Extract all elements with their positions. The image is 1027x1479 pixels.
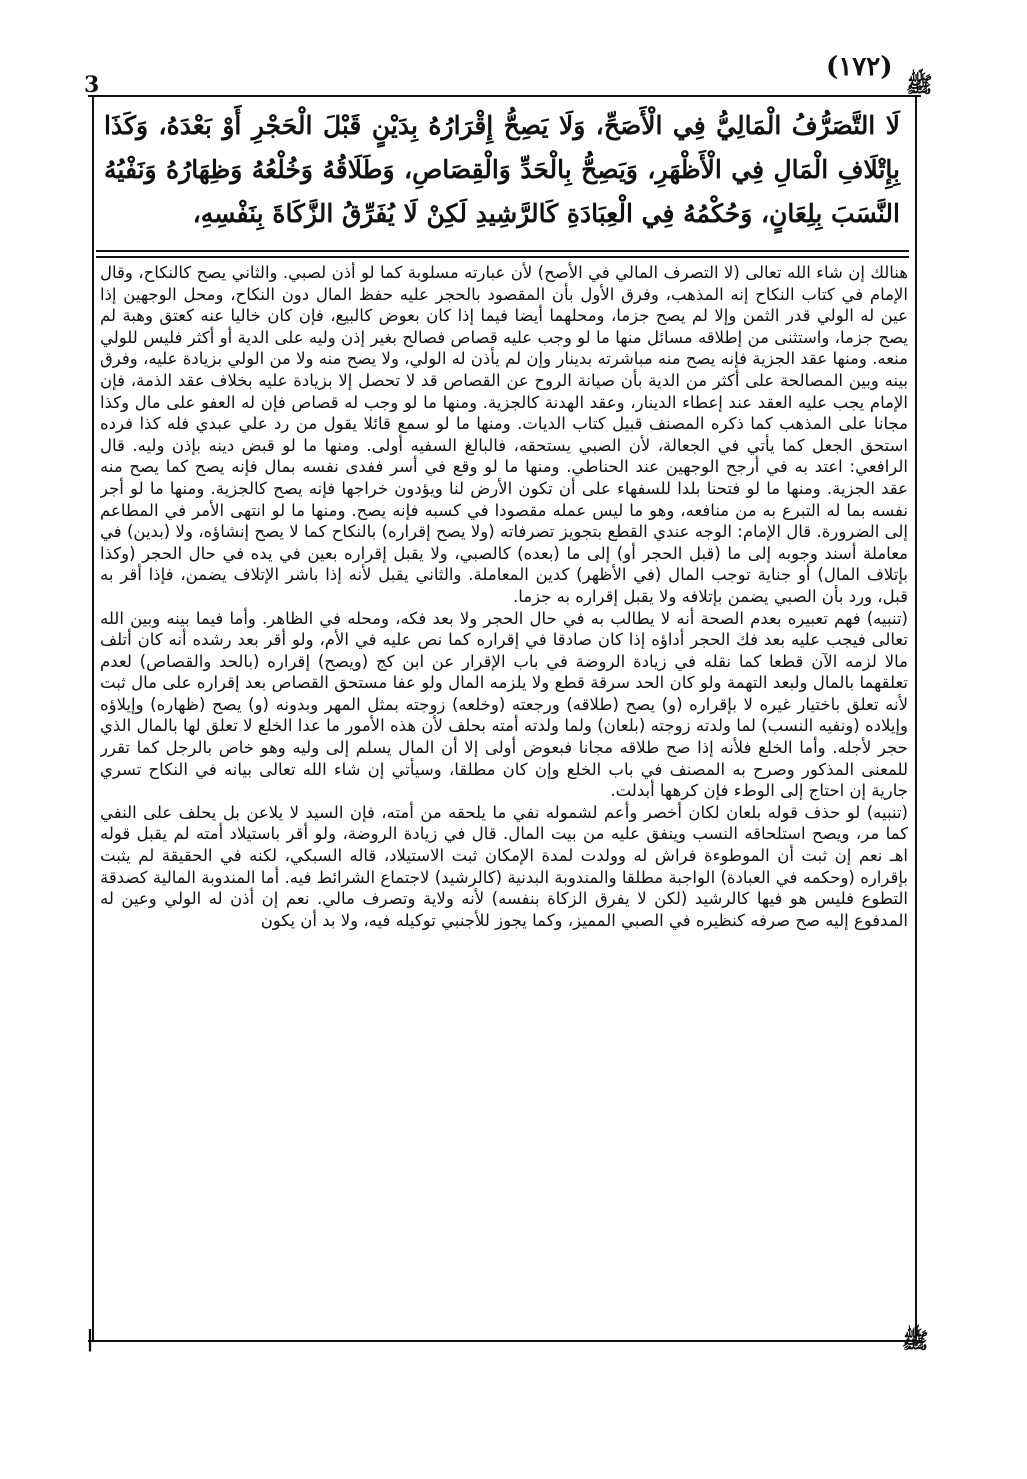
corner-ornament-top-left: 3 [84,72,100,98]
matn-paragraph: لَا التَّصَرُّفُ الْمَالِيُّ فِي الْأَصَحِّ، وَلَا يَصِحُّ إِقْرَارُهُ بِدَيْنٍ قَبْلَ الْحَجْرِ أَوْ بَعْدَهُ، وَكَذَا بِإِتْلَافِ الْمَالِ فِي الْأَظْهَرِ، وَيَصِحُّ بِالْحَدِّ وَالْقِصَاصِ، وَطَلَاقُهُ وَخُلْعُهُ وَظِهَارُهُ وَنَفْيُهُ النَّسَبَ بِلِعَانٍ، وَحُكْمُهُ فِي الْعِبَادَةِ كَالرَّشِيدِ لَكِنْ لَا يُفَرِّقُ الزَّكَاةَ بِنَفْسِهِ، [104,111,900,228]
corner-ornament-bottom-left: | [86,1326,95,1352]
section-divider-top [96,250,909,252]
corner-ornament-bottom-right: ﷺ [902,1328,929,1354]
page-number: (١٧٢) [826,52,893,82]
commentary-text-block [100,262,908,1340]
commentary-paragraph: (تنبيه) لو حذف قوله بلعان لكان أخصر وأعم لشموله نفي ما يلحقه من أمته، فإن السيد لا يلاعن بل يحلف على النفي كما مر، ويصح استلحاقه النسب وينفق عليه من بيت المال. قال في زيادة الروضة، ولو أقر باستيلاد أمته لم يقبل قوله اهـ نعم إن ثبت أن الموطوءة فراش له وولدت لمدة الإمكان ثبت الاستيلاد، قاله السبكي، لكنه في الحقيقة لم يثبت بإقراره (وحكمه في العبادة) الواجبة مطلقا والمندوبة البدنية (كالرشيد) لاجتماع الشرائط فيه. أما المندوبة المالية كصدقة التطوع فليس هو فيها كالرشيد (لكن لا يفرق الزكاة بنفسه) لأنه ولاية وتصرف مالي. نعم إن أذن له الولي وعين له المدفوع إليه صح صرفه كنظيره في الصبي المميز، وكما يجوز للأجنبي توكيله فيه، ولا بد أن يكون [100,802,908,930]
corner-ornament-top-right: ﷺ [906,72,933,98]
commentary-paragraph: (تنبيه) فهم تعبيره بعدم الصحة أنه لا يطالب به في حال الحجر ولا بعد فكه، ومحله في الظاهر. وأما فيما بينه وبين الله تعالى فيجب عليه بعد فك الحجر أداؤه إذا كان صادقا في إقراره كما نص عليه في الأم، ولو أقر بعد رشده أنه كان أتلف مالا لزمه الآن قطعا كما نقله في زيادة الروضة في باب الإقرار عن ابن كج (ويصح) إقراره (بالحد والقصاص) لعدم تعلقهما بالمال ولبعد التهمة ولو كان الحد سرقة قطع ولا يلزمه المال ولو عفا مستحق القصاص بعد إقراره على مال ثبت لأنه تعلق باختيار غيره لا بإقراره (و) يصح (طلاقه) ورجعته (وخلعه) زوجته بمثل المهر وبدونه (و) يصح (ظهاره) وإيلاؤه وإيلاده (ونفيه النسب) لما ولدته زوجته (بلعان) ولما ولدته أمته بحلف لأن هذه الأمور ما عدا الخلع لا تعلق لها بالمال الذي حجر لأجله. وأما الخلع فلأنه إذا صح طلاقه مجانا فبعوض أولى إلا أن المال يسلم إلى وليه وهو خاص بالرجل كما تقرر للمعنى المذكور وصرح به المصنف في باب الخلع وإن كان مطلقا، وسيأتي إن شاء الله تعالى بيانه في النكاح تسري جارية إن احتاج إلى الوطء فإن كرهها أبدلت. [100,608,908,801]
section-divider-bottom [96,256,909,258]
commentary-paragraph: هنالك إن شاء الله تعالى (لا التصرف المالي في الأصح) لأن عبارته مسلوبة كما لو أذن لصبي. والثاني يصح كالنكاح، وقال الإمام في كتاب النكاح إنه المذهب، وفرق الأول بأن المقصود بالحجر عليه حفظ المال دون النكاح، ومحل الوجهين إذا عين له الولي قدر الثمن وإلا لم يصح جزما، ومحلهما أيضا فيما إذا كان بعوض كالبيع، فإن كان خاليا عنه كعتق وهبة لم يصح جزما، واستثنى من إطلاقه مسائل منها ما لو وجب عليه قصاص فصالح بغير إذن وليه على الدية أو أكثر فليس للولي منعه. ومنها عقد الجزية فإنه يصح منه مباشرته بدينار وإن لم يأذن له الولي، ولا يصح منه ولا من الولي بزيادة عليه، وفرق بينه وبين المصالحة على أكثر من الدية بأن صيانة الروح عن القصاص قد لا تحصل إلا بزيادة عليه بخلاف عقد الذمة، فإن الإمام يجب عليه العقد عند إعطاء الدينار، وعقد الهدنة كالجزية. ومنها ما لو وجب له قصاص فإن له العفو على مال وكذا مجانا على المذهب كما ذكره المصنف قبيل كتاب الديات. ومنها ما لو سمع قائلا يقول من رد علي عبدي فله كذا فرده استحق الجعل كما يأتي في الجعالة، لأن الصبي يستحقه، فالبالغ السفيه أولى. ومنها ما لو قبض دينه بإذن وليه. قال الرافعي: اعتد به في أرجح الوجهين عند الحناطي. ومنها ما لو وقع في أسر ففدى نفسه بمال فإنه يصح كما يصح منه عقد الجزية. ومنها ما لو فتحنا بلدا للسفهاء على أن تكون الأرض لنا ويؤدون خراجها فإنه يصح كالجزية. ومنها ما لو أجر نفسه بما له التبرع به من منافعه، وهو ما ليس عمله مقصودا في كسبه فإنه يصح. ومنها ما لو انتهى الأمر في المطاعم إلى الضرورة. قال الإمام: الوجه عندي القطع بتجويز تصرفاته (ولا يصح إقراره) بالنكاح كما لا يصح إنشاؤه، ولا (بدين) في معاملة أسند وجوبه إلى ما (قبل الحجر أو) إلى ما (بعده) كالصبي، ولا يقبل إقراره بعين في يده في حال الحجر (وكذا بإتلاف المال) أو جناية توجب المال (في الأظهر) كدين المعاملة. والثاني يقبل لأنه إذا باشر الإتلاف يضمن، فإذا أقر به قبل، ورد بأن الصبي يضمن بإتلافه ولا يقبل إقراره به جزما. [100,263,908,606]
matn-text-block [104,104,900,244]
